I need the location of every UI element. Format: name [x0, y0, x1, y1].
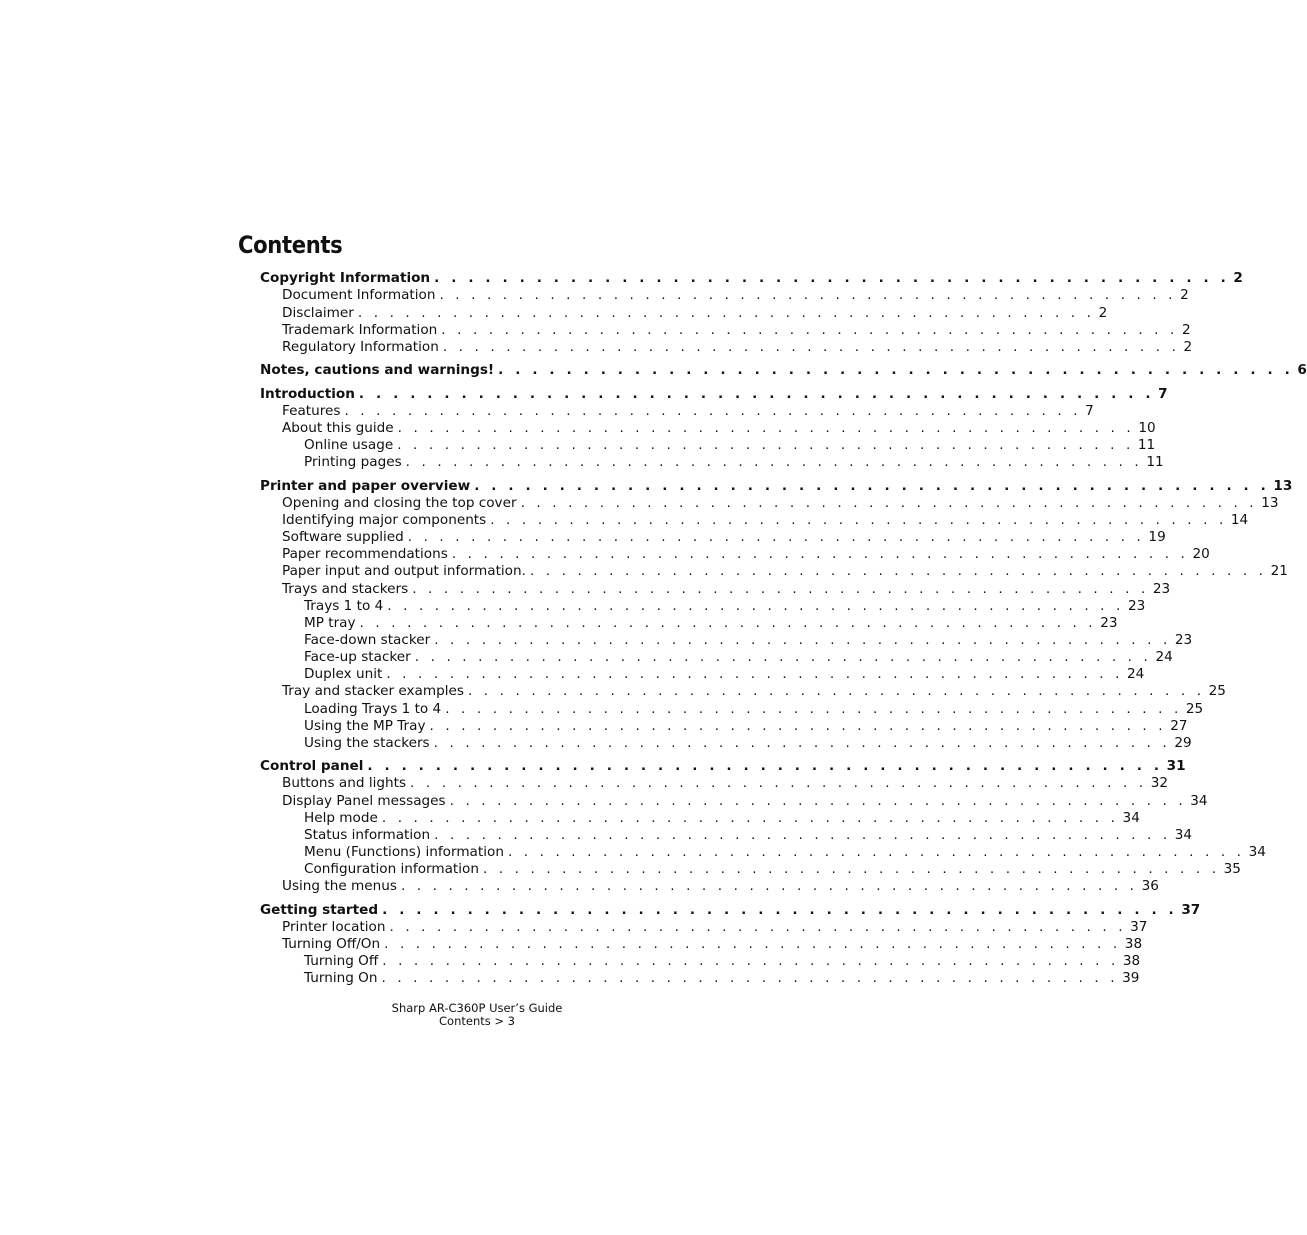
dot-leader: . . . . . . . . . . . . . . . . . . . . . . . . . . . . . . . . . . . . . . . . . . . . . . . [358, 386, 1155, 402]
dot-leader: . . . . . . . . . . . . . . . . . . . . . . . . . . . . . . . . . . . . . . . . . . . . . . . [498, 362, 1294, 378]
toc-entry-label: Software supplied [282, 529, 404, 545]
toc-entry-page-number: 10 [1138, 420, 1156, 436]
toc-entry[interactable] [304, 718, 1188, 735]
toc-entry-label: Opening and closing the top cover [282, 495, 517, 511]
toc-entry-label: Trademark Information [282, 322, 438, 338]
dot-leader: . . . . . . . . . . . . . . . . . . . . . . . . . . . . . . . . . . . . . . . . . . . . . . . [441, 322, 1178, 338]
toc-entry[interactable] [304, 735, 1192, 752]
dot-leader: . . . . . . . . . . . . . . . . . . . . . . . . . . . . . . . . . . . . . . . . . . . . . . . [451, 546, 1189, 562]
toc-entry-label: Turning Off/On [282, 936, 381, 952]
dot-leader: . . . . . . . . . . . . . . . . . . . . . . . . . . . . . . . . . . . . . . . . . . . . . . . [407, 529, 1145, 545]
toc-entry[interactable] [282, 322, 1191, 339]
toc-entry-label: Duplex unit [304, 666, 383, 682]
toc-entry[interactable] [282, 512, 1249, 529]
dot-leader: . . . . . . . . . . . . . . . . . . . . . . . . . . . . . . . . . . . . . . . . . . . . . . . [434, 270, 1230, 286]
toc-entry-page-number: 7 [1085, 403, 1094, 419]
toc-entry-label: Buttons and lights [282, 775, 407, 791]
toc-entry-label: Printer location [282, 919, 386, 935]
toc-entry-page-number: 23 [1152, 581, 1171, 597]
toc-entry-page-number: 7 [1158, 386, 1168, 402]
toc-entry[interactable] [282, 563, 1288, 580]
toc-entry-label: Configuration information [304, 861, 479, 877]
dot-leader: . . . . . . . . . . . . . . . . . . . . . . . . . . . . . . . . . . . . . . . . . . . . . . . [445, 701, 1182, 717]
dot-leader: . . . . . . . . . . . . . . . . . . . . . . . . . . . . . . . . . . . . . . . . . . . . . . . [467, 683, 1205, 699]
toc-entry-label: Turning Off [304, 953, 379, 969]
toc-entry-page-number: 32 [1150, 775, 1169, 791]
toc-entry-page-number: 29 [1174, 735, 1192, 751]
toc-entry-label: Paper input and output information. [282, 563, 526, 579]
dot-leader: . . . . . . . . . . . . . . . . . . . . . . . . . . . . . . . . . . . . . . . . . . . . . . . [520, 495, 1258, 511]
dot-leader: . . . . . . . . . . . . . . . . . . . . . . . . . . . . . . . . . . . . . . . . . . . . . . . [387, 598, 1124, 614]
toc-entry-label: Copyright Information [260, 270, 431, 286]
footer-page-reference: Contents > 3 [439, 1014, 515, 1028]
dot-leader: . . . . . . . . . . . . . . . . . . . . . . . . . . . . . . . . . . . . . . . . . . . . . . . [442, 339, 1180, 355]
toc-entry-page-number: 2 [1180, 287, 1189, 303]
toc-entry-label: Display Panel messages [282, 793, 446, 809]
toc-entry-page-number: 37 [1181, 902, 1201, 918]
toc-entry[interactable] [282, 878, 1159, 895]
dot-leader: . . . . . . . . . . . . . . . . . . . . . . . . . . . . . . . . . . . . . . . . . . . . . . . [434, 632, 1171, 648]
toc-entry-label: Disclaimer [282, 305, 354, 321]
dot-leader: . . . . . . . . . . . . . . . . . . . . . . . . . . . . . . . . . . . . . . . . . . . . . . . [414, 649, 1152, 665]
toc-entry-label: Getting started [260, 902, 379, 918]
dot-leader: . . . . . . . . . . . . . . . . . . . . . . . . . . . . . . . . . . . . . . . . . . . . . . . [381, 970, 1119, 986]
dot-leader: . . . . . . . . . . . . . . . . . . . . . . . . . . . . . . . . . . . . . . . . . . . . . . . [529, 563, 1267, 579]
toc-entry[interactable] [282, 683, 1226, 700]
dot-leader: . . . . . . . . . . . . . . . . . . . . . . . . . . . . . . . . . . . . . . . . . . . . . . . [490, 512, 1227, 528]
toc-entry-page-number: 34 [1174, 827, 1193, 843]
toc-entry[interactable] [304, 810, 1140, 827]
toc-entry[interactable] [282, 305, 1108, 322]
toc-entry[interactable] [304, 454, 1164, 471]
toc-entry-label: Notes, cautions and warnings! [260, 362, 495, 378]
toc-entry-page-number: 31 [1166, 758, 1186, 774]
toc-entry-page-number: 11 [1137, 437, 1156, 453]
dot-leader: . . . . . . . . . . . . . . . . . . . . . . . . . . . . . . . . . . . . . . . . . . . . . . . [359, 615, 1097, 631]
toc-entry[interactable] [304, 844, 1266, 861]
toc-entry-label: Identifying major components [282, 512, 487, 528]
footer-guide-title: Sharp AR-C360P User’s Guide [391, 1001, 563, 1015]
dot-leader: . . . . . . . . . . . . . . . . . . . . . . . . . . . . . . . . . . . . . . . . . . . . . . . [405, 454, 1143, 470]
toc-entry[interactable] [304, 701, 1204, 718]
dot-leader: . . . . . . . . . . . . . . . . . . . . . . . . . . . . . . . . . . . . . . . . . . . . . . . [386, 666, 1123, 682]
toc-entry[interactable] [282, 495, 1279, 512]
dot-leader: . . . . . . . . . . . . . . . . . . . . . . . . . . . . . . . . . . . . . . . . . . . . . . . [367, 758, 1163, 774]
toc-entry[interactable] [304, 598, 1146, 615]
toc-entry[interactable] [282, 403, 1094, 420]
toc-entry-label: Introduction [260, 386, 355, 402]
dot-leader: . . . . . . . . . . . . . . . . . . . . . . . . . . . . . . . . . . . . . . . . . . . . . . . [507, 844, 1245, 860]
toc-entry-page-number: 34 [1122, 810, 1140, 826]
toc-entry-page-number: 6 [1297, 362, 1307, 378]
toc-entry-label: Printing pages [304, 454, 402, 470]
toc-entry-page-number: 36 [1141, 878, 1159, 894]
dot-leader: . . . . . . . . . . . . . . . . . . . . . . . . . . . . . . . . . . . . . . . . . . . . . . . [344, 403, 1082, 419]
toc-entry-page-number: 14 [1230, 512, 1249, 528]
toc-entry-label: Online usage [304, 437, 394, 453]
toc-entry-label: Paper recommendations [282, 546, 448, 562]
toc-entry[interactable] [260, 902, 1201, 919]
toc-entry-label: Help mode [304, 810, 378, 826]
toc-entry-label: MP tray [304, 615, 356, 631]
toc-entry-label: Status information [304, 827, 431, 843]
toc-entry-page-number: 20 [1192, 546, 1210, 562]
toc-entry[interactable] [282, 339, 1193, 356]
toc-entry-label: Face-up stacker [304, 649, 411, 665]
toc-entry-label: Features [282, 403, 341, 419]
toc-entry[interactable] [260, 270, 1243, 287]
toc-entry[interactable] [304, 827, 1193, 844]
toc-entry-page-number: 34 [1248, 844, 1266, 860]
toc-entry-page-number: 39 [1122, 970, 1140, 986]
dot-leader: . . . . . . . . . . . . . . . . . . . . . . . . . . . . . . . . . . . . . . . . . . . . . . . [434, 827, 1171, 843]
dot-leader: . . . . . . . . . . . . . . . . . . . . . . . . . . . . . . . . . . . . . . . . . . . . . . . [384, 936, 1121, 952]
toc-entry[interactable] [304, 666, 1145, 683]
toc-entry[interactable] [304, 437, 1156, 454]
toc-entry-label: Document Information [282, 287, 436, 303]
toc-entry[interactable] [304, 615, 1118, 632]
dot-leader: . . . . . . . . . . . . . . . . . . . . . . . . . . . . . . . . . . . . . . . . . . . . . . . [449, 793, 1187, 809]
toc-entry-page-number: 21 [1270, 563, 1288, 579]
toc-entry-page-number: 24 [1155, 649, 1173, 665]
toc-entry-label: About this guide [282, 420, 394, 436]
toc-entry-page-number: 11 [1146, 454, 1164, 470]
toc-entry-page-number: 25 [1208, 683, 1226, 699]
dot-leader: . . . . . . . . . . . . . . . . . . . . . . . . . . . . . . . . . . . . . . . . . . . . . . . [400, 878, 1138, 894]
toc-entry-page-number: 2 [1233, 270, 1243, 286]
dot-leader: . . . . . . . . . . . . . . . . . . . . . . . . . . . . . . . . . . . . . . . . . . . . . . . [429, 718, 1167, 734]
dot-leader: . . . . . . . . . . . . . . . . . . . . . . . . . . . . . . . . . . . . . . . . . . . . . . . [389, 919, 1127, 935]
toc-entry[interactable] [282, 581, 1171, 598]
toc-entry[interactable] [304, 861, 1241, 878]
toc-entry-page-number: 13 [1273, 478, 1293, 494]
toc-entry-label: Using the stackers [304, 735, 430, 751]
dot-leader: . . . . . . . . . . . . . . . . . . . . . . . . . . . . . . . . . . . . . . . . . . . . . . . [381, 810, 1119, 826]
toc-entry-label: Using the MP Tray [304, 718, 426, 734]
toc-entry-page-number: 23 [1100, 615, 1118, 631]
toc-entry-page-number: 23 [1174, 632, 1193, 648]
toc-entry[interactable] [282, 287, 1189, 304]
toc-entry-page-number: 24 [1127, 666, 1145, 682]
toc-entry[interactable] [282, 793, 1208, 810]
toc-entry[interactable] [282, 919, 1148, 936]
toc-entry-page-number: 13 [1261, 495, 1279, 511]
toc-entry-label: Loading Trays 1 to 4 [304, 701, 442, 717]
toc-entry-label: Trays 1 to 4 [304, 598, 384, 614]
toc-entry-label: Trays and stackers [282, 581, 409, 597]
toc-entry-label: Regulatory Information [282, 339, 439, 355]
toc-entry[interactable] [260, 758, 1186, 775]
dot-leader: . . . . . . . . . . . . . . . . . . . . . . . . . . . . . . . . . . . . . . . . . . . . . . . [397, 420, 1135, 436]
toc-entry-label: Using the menus [282, 878, 397, 894]
toc-entry[interactable] [304, 649, 1173, 666]
toc-entry-page-number: 2 [1183, 339, 1193, 355]
dot-leader: . . . . . . . . . . . . . . . . . . . . . . . . . . . . . . . . . . . . . . . . . . . . . . . [410, 775, 1147, 791]
toc-entry[interactable] [304, 953, 1141, 970]
toc-entry-label: Menu (Functions) information [304, 844, 504, 860]
toc-entry-label: Printer and paper overview [260, 478, 471, 494]
toc-entry-page-number: 35 [1223, 861, 1241, 877]
page-title: Contents [238, 231, 343, 259]
toc-entry-page-number: 25 [1185, 701, 1204, 717]
toc-entry-label: Face-down stacker [304, 632, 431, 648]
toc-entry-page-number: 23 [1127, 598, 1146, 614]
toc-entry-page-number: 27 [1170, 718, 1188, 734]
dot-leader: . . . . . . . . . . . . . . . . . . . . . . . . . . . . . . . . . . . . . . . . . . . . . . . [412, 581, 1149, 597]
toc-entry-page-number: 19 [1148, 529, 1166, 545]
toc-entry[interactable] [304, 632, 1193, 649]
dot-leader: . . . . . . . . . . . . . . . . . . . . . . . . . . . . . . . . . . . . . . . . . . . . . . . [474, 478, 1270, 494]
toc-entry[interactable] [282, 775, 1169, 792]
toc-entry-page-number: 2 [1181, 322, 1191, 338]
dot-leader: . . . . . . . . . . . . . . . . . . . . . . . . . . . . . . . . . . . . . . . . . . . . . . . [382, 902, 1178, 918]
toc-entry-page-number: 2 [1098, 305, 1108, 321]
toc-entry-page-number: 38 [1124, 936, 1143, 952]
toc-entry-page-number: 37 [1130, 919, 1148, 935]
toc-entry[interactable] [282, 420, 1156, 437]
toc-entry-page-number: 34 [1190, 793, 1208, 809]
dot-leader: . . . . . . . . . . . . . . . . . . . . . . . . . . . . . . . . . . . . . . . . . . . . . . . [439, 287, 1177, 303]
toc-entry[interactable] [282, 529, 1166, 546]
toc-entry[interactable] [260, 386, 1168, 403]
dot-leader: . . . . . . . . . . . . . . . . . . . . . . . . . . . . . . . . . . . . . . . . . . . . . . . [357, 305, 1095, 321]
toc-entry[interactable] [282, 936, 1143, 953]
dot-leader: . . . . . . . . . . . . . . . . . . . . . . . . . . . . . . . . . . . . . . . . . . . . . . . [482, 861, 1220, 877]
toc-entry-label: Turning On [304, 970, 378, 986]
toc-entry[interactable] [260, 478, 1293, 495]
toc-entry-label: Tray and stacker examples [282, 683, 464, 699]
toc-entry-page-number: 38 [1122, 953, 1141, 969]
dot-leader: . . . . . . . . . . . . . . . . . . . . . . . . . . . . . . . . . . . . . . . . . . . . . . . [433, 735, 1171, 751]
toc-entry-label: Control panel [260, 758, 364, 774]
toc-entry[interactable] [304, 970, 1140, 987]
dot-leader: . . . . . . . . . . . . . . . . . . . . . . . . . . . . . . . . . . . . . . . . . . . . . . . [397, 437, 1134, 453]
dot-leader: . . . . . . . . . . . . . . . . . . . . . . . . . . . . . . . . . . . . . . . . . . . . . . . [382, 953, 1119, 969]
toc-entry[interactable] [282, 546, 1210, 563]
toc-entry[interactable] [260, 362, 1307, 379]
